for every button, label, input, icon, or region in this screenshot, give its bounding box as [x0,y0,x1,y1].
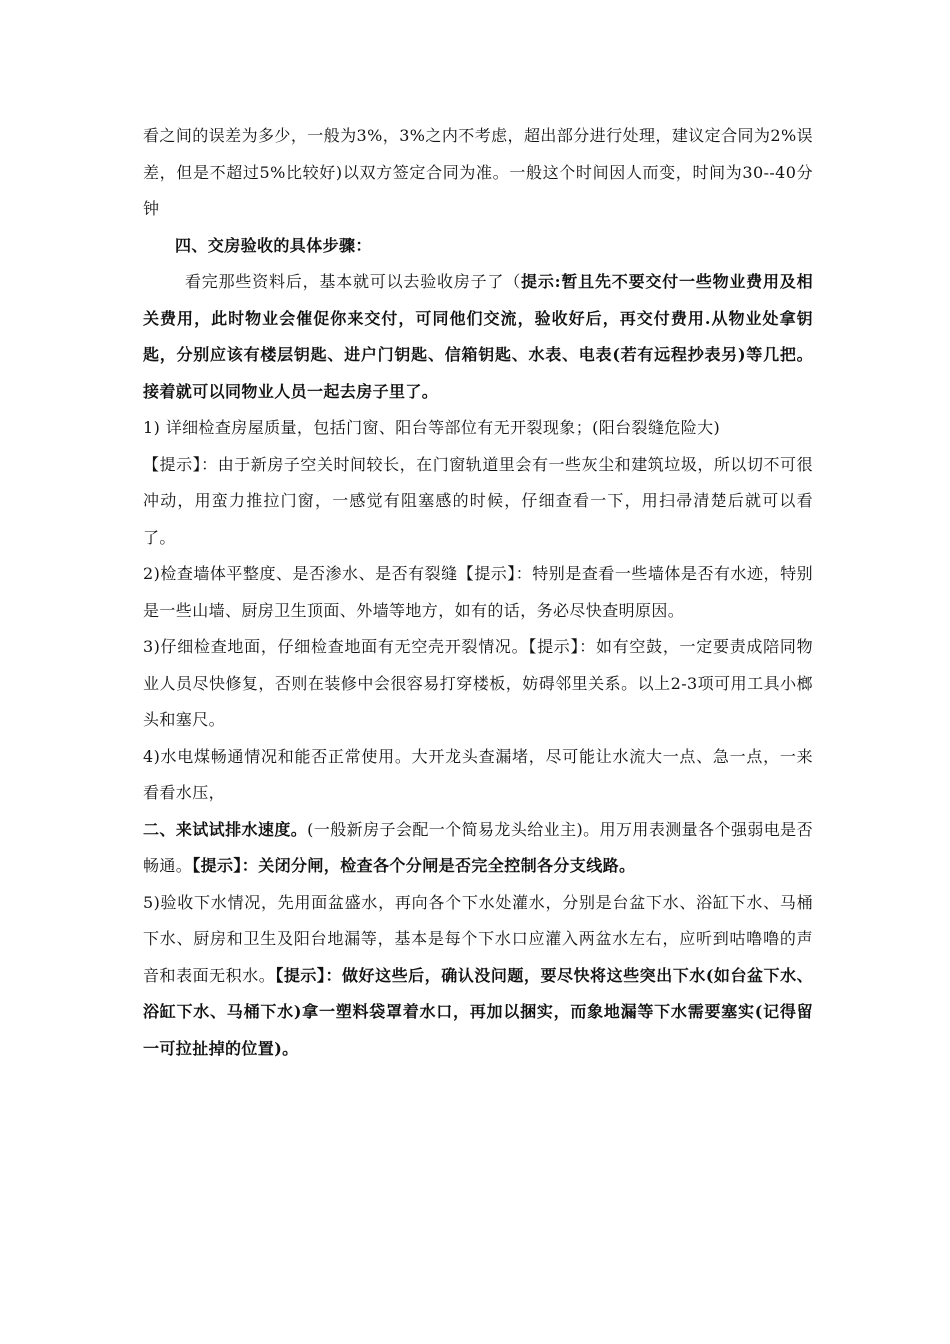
document-body [143,118,813,1067]
step-5-check-drains [143,885,813,1068]
drainage-tip-bold: 【提示】：关闭分闸，检查各个分闸是否完全控制各分支线路。 [192,856,636,875]
step-4-utilities: 4)水电煤畅通情况和能否正常使用。大开龙头查漏堵，尽可能让水流大一点、急一点，一来看看水压， [143,746,813,802]
drains-tip-bold: 【提示】：做好这些后，确认没问题，要尽快将这些突出下水(如台盆下水、浴缸下水、马桶下水)拿一塑料袋罩着水口，再加以捆实，而象地漏等下水需要塞实(记得留一可拉扯掉的位置)。 [143,965,814,1058]
drainage-text: (一般新房子会配一个简易龙头给业主)。用万用表测量各个强弱电是否畅通。 [143,819,813,875]
drainage-heading-bold: 二、来试试排水速度。 [143,819,308,839]
tip-step-1: 【提示】：由于新房子空关时间较长，在门窗轨道里会有一些灰尘和建筑垃圾，所以切不可很冲动，用蛮力推拉门窗，一感觉有阻塞感的时候，仔细查看一下，用扫帚清楚后就可以看了。 [143,454,813,547]
step-2-check-walls: 2)检查墙体平整度、是否渗水、是否有裂缝【提示】：特别是查看一些墙体是否有水迹，特别是一些山墙、厨房卫生顶面、外墙等地方，如有的话，务必尽快查明原因。 [143,564,813,620]
section-heading-acceptance-steps: 四、交房验收的具体步骤： [175,235,372,255]
step-3-check-floor: 3)仔细检查地面，仔细检查地面有无空壳开裂情况。【提示】：如有空鼓，一定要责成陪同物业人员尽快修复，否则在装修中会很容易打穿楼板，妨碍邻里关系。以上2-3项可用工具小榔头和塞尺。 [143,637,813,729]
intro-text: 看完那些资料后，基本就可以去验收房子了（ [185,272,522,291]
paragraph-intro-acceptance [143,264,813,410]
intro-tip-bold: 提示:暂且先不要交付一些物业费用及相关费用，此时物业会催促你来交付，可同他们交流，验收好后，再交付费用.从物业处拿钥匙，分别应该有楼层钥匙、进户门钥匙、信箱钥匙、水表、电表(若有远程抄表另)等几把。接着就可以同物业人员一起去房子里了。 [143,272,813,401]
paragraph-drainage-speed [143,812,813,885]
step-1-check-quality: 1) 详细检查房屋质量，包括门窗、阳台等部位有无开裂现象；(阳台裂缝危险大) [143,418,721,437]
paragraph-error-tolerance: 看之间的误差为多少，一般为3%，3%之内不考虑，超出部分进行处理，建议定合同为2%误差，但是不超过5%比较好)以双方签定合同为准。一般这个时间因人而变，时间为30--40分钟 [143,126,813,218]
drains-text: 5)验收下水情况，先用面盆盛水，再向各个下水处灌水，分别是台盆下水、浴缸下水、马桶下水、厨房和卫生及阳台地漏等，基本是每个下水口应灌入两盆水左右，应听到咕噜噜的声音和表面无积水。 [143,892,813,985]
